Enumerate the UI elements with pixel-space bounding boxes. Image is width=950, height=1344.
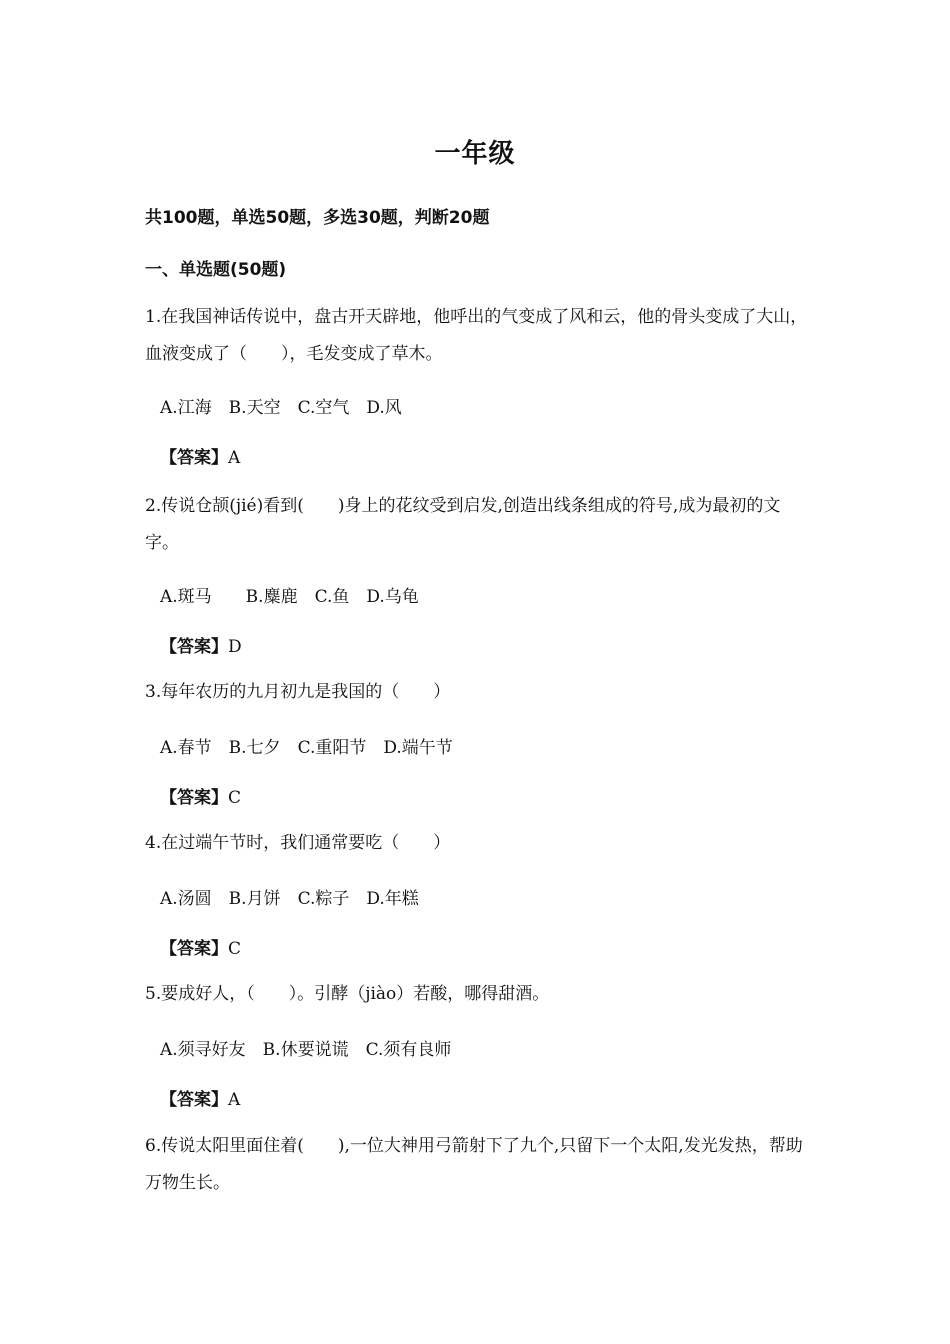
question-4-stem: 4.在过端午节时，我们通常要吃（ ） <box>145 833 451 853</box>
question-4-answer <box>160 934 241 959</box>
question-summary: 共100题，单选50题，多选30题，判断20题 <box>145 208 490 228</box>
question-2-answer <box>160 632 242 657</box>
answer-label: 答案 <box>177 448 211 468</box>
answer-bracket-right: 】 <box>211 1090 228 1110</box>
answer-value: A <box>228 448 241 468</box>
answer-value: C <box>228 788 242 808</box>
answer-value: C <box>228 939 242 959</box>
question-5-stem: 5.要成好人，（ ）。引酵（jiào）若酸，哪得甜酒。 <box>145 984 550 1004</box>
answer-bracket-left: 【 <box>160 637 177 657</box>
answer-bracket-left: 【 <box>160 1090 177 1110</box>
answer-bracket-right: 】 <box>211 939 228 959</box>
question-4-options: A.汤圆 B.月饼 C.粽子 D.年糕 <box>160 889 419 909</box>
question-1-stem: 1.在我国神话传说中，盘古开天辟地，他呼出的气变成了风和云，他的骨头变成了大山，血液变成了（ ），毛发变成了草木。 <box>145 307 808 364</box>
answer-bracket-right: 】 <box>211 788 228 808</box>
question-3-answer <box>160 783 241 808</box>
question-2-stem: 2.传说仓颉(jié)看到( )身上的花纹受到启发,创造出线条组成的符号,成为最初的文字。 <box>145 496 781 553</box>
question-6-stem: 6.传说太阳里面住着( ),一位大神用弓箭射下了九个,只留下一个太阳,发光发热，帮助万物生长。 <box>145 1136 803 1193</box>
answer-bracket-left: 【 <box>160 788 177 808</box>
answer-label: 答案 <box>177 637 211 657</box>
answer-bracket-left: 【 <box>160 448 177 468</box>
question-1-options: A.江海 B.天空 C.空气 D.风 <box>160 398 402 418</box>
answer-label: 答案 <box>177 788 211 808</box>
answer-value: D <box>228 637 242 657</box>
question-5-answer <box>160 1085 240 1110</box>
section-heading: 一、单选题(50题) <box>145 260 287 280</box>
answer-label: 答案 <box>177 1090 211 1110</box>
question-3-stem: 3.每年农历的九月初九是我国的（ ） <box>145 682 451 702</box>
answer-bracket-right: 】 <box>211 637 228 657</box>
page-title: 一年级 <box>434 139 516 169</box>
question-2-options: A.斑马 B.麋鹿 C.鱼 D.乌龟 <box>160 587 419 607</box>
answer-bracket-left: 【 <box>160 939 177 959</box>
answer-bracket-right: 】 <box>211 448 228 468</box>
answer-label: 答案 <box>177 939 211 959</box>
question-3-options: A.春节 B.七夕 C.重阳节 D.端午节 <box>160 738 453 758</box>
question-5-options: A.须寻好友 B.休要说谎 C.须有良师 <box>160 1040 452 1060</box>
answer-value: A <box>228 1090 241 1110</box>
question-1-answer <box>160 443 240 468</box>
